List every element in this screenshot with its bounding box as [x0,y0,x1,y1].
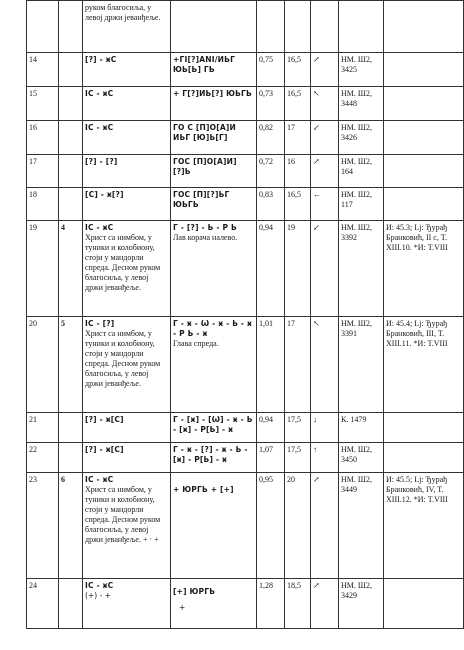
cell-number: 14 [27,53,59,87]
table-row [27,221,464,317]
cell-diameter: 20 [285,473,311,579]
cell-weight: 0,73 [257,87,285,121]
cell-type: 5 [59,317,83,413]
reverse-legend: Γ - ӿ - Ѡ - ӿ - Ь - ӿ - Ρ Ь - ӿ [173,319,253,338]
cell-reverse [171,443,257,473]
cell-literature [384,443,464,473]
cell-type [59,53,83,87]
cell-diameter: 17,5 [285,443,311,473]
cell-diameter: 18,5 [285,579,311,629]
cell-obverse [83,443,171,473]
reverse-description: Глава спреда. [173,339,219,348]
obverse-legend: IC - ӿC [85,475,114,484]
table-row [27,121,464,155]
table-row [27,155,464,188]
cell-reverse [171,121,257,155]
cell-obverse [83,1,171,53]
cell-obverse [83,579,171,629]
cell-weight [257,1,285,53]
cell-weight: 0,83 [257,188,285,221]
cell-diameter: 17,5 [285,413,311,443]
coin-catalog-table [26,0,464,629]
cell-reverse [171,221,257,317]
cell-obverse [83,413,171,443]
cell-type: 6 [59,473,83,579]
cell-number: 15 [27,87,59,121]
obverse-description: руком благосиља, у левој држи јеванђеље. [85,3,161,22]
cell-literature: И: 45.3; Lj: Ђурађ Бранковић, II c, T. XIII.10. *И: T.VIII [384,221,464,317]
cell-reverse [171,413,257,443]
cell-literature [384,579,464,629]
obverse-legend: IC - ӿC [85,581,114,590]
cell-type [59,155,83,188]
cell-number: 18 [27,188,59,221]
cell-type [59,87,83,121]
obverse-legend: [C] - ӿ[?] [85,190,124,199]
cell-die-axis: ↓ [311,413,339,443]
reverse-legend: ΓΟC [Π][?]ЬΓ ЮЬΓЬ [173,190,230,209]
cell-literature [384,53,464,87]
reverse-legend: Γ - ӿ - [?] - ӿ - Ь - [ӿ] - Ρ[Ь] - ӿ [173,445,248,464]
cell-number: 21 [27,413,59,443]
obverse-legend: [?] - [?] [85,157,118,166]
cell-reverse [171,317,257,413]
cell-literature [384,413,464,443]
cell-number: 23 [27,473,59,579]
cell-obverse [83,121,171,155]
cell-location: НМ. Ш2, 3391 [339,317,384,413]
table-row [27,1,464,53]
cell-number: 22 [27,443,59,473]
cell-obverse [83,221,171,317]
table-row [27,473,464,579]
cell-number: 19 [27,221,59,317]
table-row [27,413,464,443]
cell-weight: 0,82 [257,121,285,155]
cell-obverse [83,155,171,188]
table-row [27,317,464,413]
cell-weight: 1,01 [257,317,285,413]
obverse-legend: IC - ӿC [85,89,114,98]
obverse-description: Христ са нимбом, у туники и колобиону, стоји у мандорли спреда. Десном руком благосиља, у левој држи јеванђеље. + · + [85,485,161,544]
cell-number: 17 [27,155,59,188]
cell-weight: 0,95 [257,473,285,579]
table-row [27,188,464,221]
cell-obverse [83,87,171,121]
cell-number: 20 [27,317,59,413]
reverse-legend: +ΓΙ[?]ΑΝΙ/ИЬΓ ЮЬ[Ь] ГЬ [173,55,236,74]
cell-literature [384,188,464,221]
cell-location: НМ. Ш2, 164 [339,155,384,188]
reverse-legend: + ЮΡΓЬ + [+] [173,485,234,494]
cell-die-axis: ↙ [311,121,339,155]
cell-type [59,443,83,473]
obverse-legend: IC - [?] [85,319,115,328]
cell-diameter: 19 [285,221,311,317]
reverse-legend: [+] ЮΡΓЬ [173,587,216,596]
cell-literature [384,121,464,155]
cell-type [59,121,83,155]
reverse-legend: Γ - [?] - Ь - Ρ Ь [173,223,237,232]
cell-weight: 0,94 [257,221,285,317]
cell-location: НМ. Ш2, 3426 [339,121,384,155]
cell-die-axis: ↗ [311,473,339,579]
cell-location: НМ. Ш2, 3392 [339,221,384,317]
cell-weight: 1,07 [257,443,285,473]
cell-die-axis: ↖ [311,87,339,121]
cell-diameter: 16 [285,155,311,188]
cell-number: 16 [27,121,59,155]
cell-obverse [83,317,171,413]
cell-location: НМ. Ш2, 3448 [339,87,384,121]
obverse-legend: IC - ӿC [85,123,114,132]
cell-die-axis: ↗ [311,155,339,188]
cell-literature [384,155,464,188]
cell-location: НМ. Ш2, 3450 [339,443,384,473]
cell-location: НМ. Ш2, 3449 [339,473,384,579]
cell-diameter [285,1,311,53]
table-row [27,579,464,629]
reverse-legend: + Γ[?]ИЬ[?] ЮЬГЬ [173,89,252,98]
cell-location: НМ. Ш2, 3425 [339,53,384,87]
cell-diameter: 16,5 [285,188,311,221]
cell-obverse [83,188,171,221]
cell-reverse [171,1,257,53]
cell-weight: 0,94 [257,413,285,443]
cell-reverse [171,155,257,188]
obverse-legend: [?] - ӿ[C] [85,445,124,454]
cell-type [59,1,83,53]
reverse-marks: + [179,603,186,612]
cell-weight: 1,28 [257,579,285,629]
cell-reverse [171,87,257,121]
cell-die-axis [311,1,339,53]
obverse-description: Христ са нимбом, у туники и колобиону, стоји у мандорли спреда. Десном руком благосиља, у левој држи јеванђеље. [85,329,161,388]
cell-weight: 0,75 [257,53,285,87]
cell-literature: И: 45.4; Lj: Ђурађ Бранковић, III, T. XIII.11. *И: T.VIII [384,317,464,413]
reverse-legend: ΓΟC [Π]О[А]И] [?]Ь [173,157,237,176]
reverse-description: Лав корача налево. [173,233,238,242]
cell-die-axis: ↖ [311,317,339,413]
cell-type [59,188,83,221]
cell-location [339,1,384,53]
cell-die-axis: ↗ [311,579,339,629]
reverse-legend: ΓΟ C [Π]Ο[А]И ИЬΓ [Ю]Ь[Γ] [173,123,236,142]
cell-literature [384,87,464,121]
cell-location: НМ. Ш2, 117 [339,188,384,221]
cell-weight: 0,72 [257,155,285,188]
obverse-description: Христ са нимбом, у туники и колобиону, стоји у мандорли спреда. Десном руком благосиља, у левој држи јеванђеље. [85,233,161,292]
cell-die-axis: ↗ [311,53,339,87]
cell-die-axis: ↙ [311,221,339,317]
cell-diameter: 17 [285,121,311,155]
cell-literature: И: 45.5; Lj: Ђурађ Бранковић, IV, T. XIII.12. *И: T.VIII [384,473,464,579]
cell-obverse [83,53,171,87]
cell-reverse [171,579,257,629]
cell-literature [384,1,464,53]
cell-reverse [171,53,257,87]
table-row [27,87,464,121]
cell-reverse [171,188,257,221]
cell-die-axis: ↑ [311,443,339,473]
obverse-legend: IC - ӿC [85,223,114,232]
cell-type [59,413,83,443]
cell-number: 24 [27,579,59,629]
table-row [27,443,464,473]
reverse-legend: Γ - [ӿ] - [Ѡ] - ӿ - Ь - [ӿ] - Ρ[Ь] - ӿ [173,415,253,434]
cell-obverse [83,473,171,579]
cell-diameter: 16,5 [285,87,311,121]
cell-location: НМ. Ш2, 3429 [339,579,384,629]
cell-die-axis: ← [311,188,339,221]
cell-diameter: 16,5 [285,53,311,87]
cell-type: 4 [59,221,83,317]
obverse-marks: (+) - + [85,591,111,600]
cell-type [59,579,83,629]
obverse-legend: [?] - ӿ[C] [85,415,124,424]
table-row [27,53,464,87]
cell-diameter: 17 [285,317,311,413]
cell-location: К. 1479 [339,413,384,443]
cell-number [27,1,59,53]
cell-reverse [171,473,257,579]
obverse-legend: [?] - ӿC [85,55,117,64]
